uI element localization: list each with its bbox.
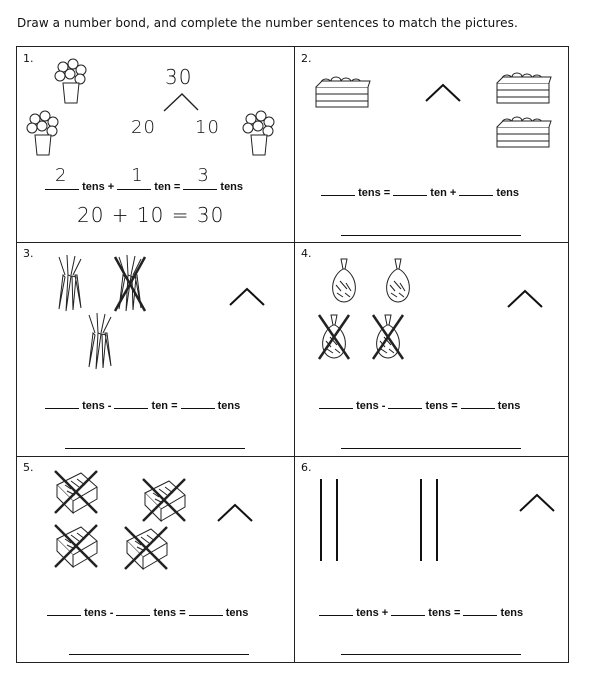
answer-blank[interactable] bbox=[319, 398, 353, 409]
flower-vase-icon bbox=[51, 57, 91, 107]
ten-stick-icon bbox=[315, 477, 345, 563]
answer-blank[interactable] bbox=[461, 398, 495, 409]
treat-bag-icon bbox=[317, 313, 351, 361]
cracker-box-icon bbox=[121, 523, 171, 573]
number-bond-lines bbox=[229, 287, 265, 307]
answer-blank[interactable] bbox=[45, 398, 79, 409]
worksheet-grid bbox=[16, 46, 569, 663]
answer-blank[interactable]: 2 bbox=[45, 179, 79, 190]
cracker-box-icon bbox=[51, 467, 101, 517]
treat-bag-icon bbox=[371, 313, 405, 361]
equation-line[interactable] bbox=[341, 448, 521, 449]
bond-part: 20 bbox=[131, 117, 156, 138]
equation-line[interactable] bbox=[65, 448, 245, 449]
answer-blank[interactable] bbox=[181, 398, 215, 409]
handwritten-equation: 20 + 10 = 30 bbox=[77, 203, 225, 227]
answer-blank[interactable] bbox=[391, 605, 425, 616]
equation-line[interactable] bbox=[341, 235, 521, 236]
number-sentence: tens - ten = tens bbox=[45, 398, 240, 412]
answer-blank[interactable] bbox=[393, 185, 427, 196]
answer-blank[interactable]: 3 bbox=[183, 179, 217, 190]
cracker-box-icon bbox=[51, 521, 101, 571]
number-sentence: tens = ten + tens bbox=[321, 185, 519, 199]
number-sentence: tens - tens = tens bbox=[319, 398, 520, 412]
bond-part: 10 bbox=[195, 117, 220, 138]
number-bond-lines bbox=[217, 503, 253, 523]
number-bond-lines bbox=[507, 289, 543, 309]
treat-bag-icon bbox=[381, 257, 415, 305]
answer-blank[interactable]: 1 bbox=[117, 179, 151, 190]
answer-blank[interactable] bbox=[459, 185, 493, 196]
row-divider bbox=[17, 242, 568, 243]
answer-blank[interactable] bbox=[388, 398, 422, 409]
problem-number: 6. bbox=[301, 461, 312, 474]
row-divider bbox=[17, 456, 568, 457]
column-divider bbox=[294, 47, 295, 662]
problem-number: 5. bbox=[23, 461, 34, 474]
answer-blank[interactable] bbox=[321, 185, 355, 196]
answer-blank[interactable] bbox=[189, 605, 223, 616]
number-sentence: tens + tens = tens bbox=[319, 605, 523, 619]
carrot-bunch-icon bbox=[53, 253, 87, 313]
fruit-crate-icon bbox=[312, 75, 372, 111]
answer-blank[interactable] bbox=[114, 398, 148, 409]
number-bond-lines bbox=[519, 493, 555, 513]
bond-whole: 30 bbox=[165, 65, 193, 89]
fruit-crate-icon bbox=[493, 115, 553, 151]
equation-line[interactable] bbox=[69, 654, 249, 655]
number-sentence: tens - tens = tens bbox=[47, 605, 248, 619]
answer-blank[interactable] bbox=[47, 605, 81, 616]
flower-vase-icon bbox=[23, 109, 63, 159]
treat-bag-icon bbox=[327, 257, 361, 305]
problem-number: 4. bbox=[301, 247, 312, 260]
ten-stick-icon bbox=[415, 477, 445, 563]
cracker-box-icon bbox=[139, 475, 189, 525]
problem-number: 1. bbox=[23, 52, 34, 65]
number-bond-lines bbox=[162, 91, 202, 113]
number-sentence: 2 tens + 1 ten = 3 tens bbox=[45, 179, 243, 193]
instructions: Draw a number bond, and complete the number sentences to match the pictures. bbox=[17, 16, 518, 30]
problem-number: 2. bbox=[301, 52, 312, 65]
flower-vase-icon bbox=[239, 109, 279, 159]
number-bond-lines bbox=[425, 83, 461, 103]
equation-line[interactable] bbox=[341, 654, 521, 655]
fruit-crate-icon bbox=[493, 71, 553, 107]
answer-blank[interactable] bbox=[116, 605, 150, 616]
problem-number: 3. bbox=[23, 247, 34, 260]
carrot-bunch-icon bbox=[113, 253, 147, 313]
answer-blank[interactable] bbox=[319, 605, 353, 616]
answer-blank[interactable] bbox=[463, 605, 497, 616]
carrot-bunch-icon bbox=[83, 311, 117, 371]
